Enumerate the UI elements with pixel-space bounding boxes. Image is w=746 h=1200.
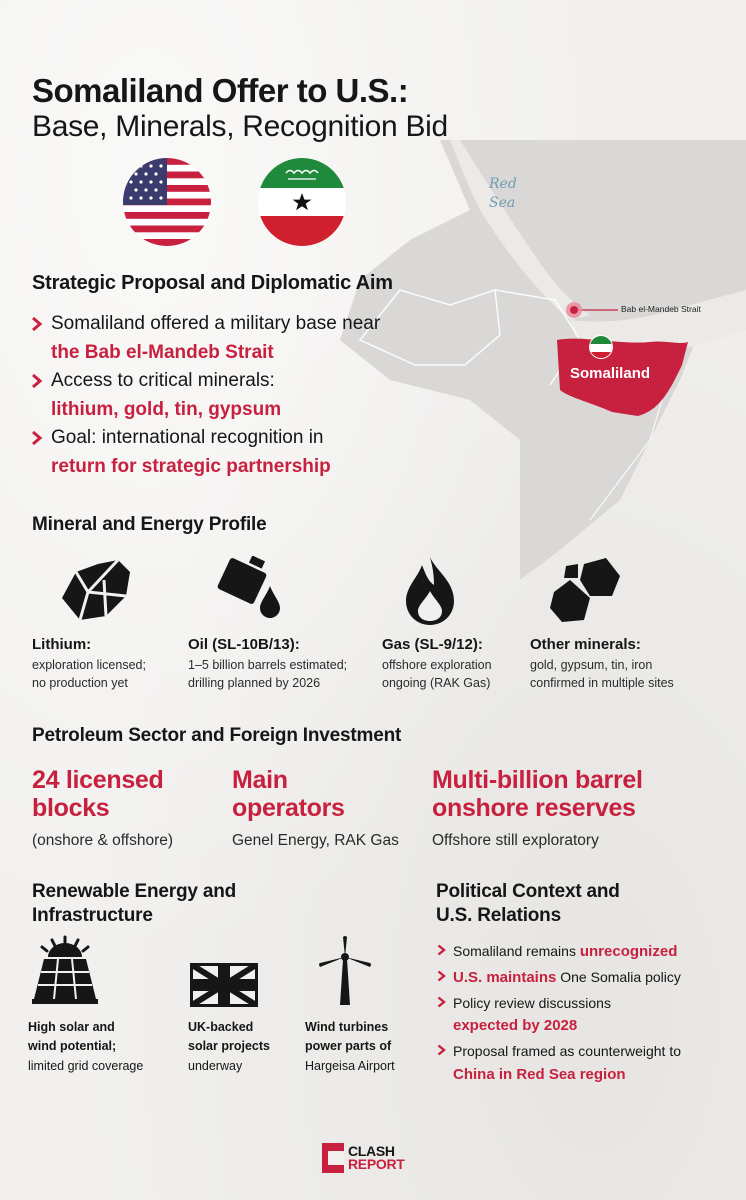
stat-line1: Multi-billion barrel	[432, 766, 643, 794]
bullet-highlight: lithium, gold, tin, gypsum	[51, 398, 282, 420]
political-item-1	[437, 940, 681, 964]
renewable-bold-line1: UK-backed	[188, 1020, 254, 1034]
horn-of-africa-map	[320, 140, 746, 580]
bullet-highlight: return for strategic partnership	[51, 455, 331, 477]
bullet-text: Somaliland offered a military base near	[51, 313, 381, 334]
chevron-right-icon	[437, 944, 446, 956]
political-item-3	[437, 992, 681, 1038]
political-red-text: expected by 2028	[453, 1017, 578, 1035]
solar-panel-icon	[30, 935, 100, 1007]
bullet-text: Access to critical minerals:	[51, 370, 275, 391]
chevron-right-icon	[437, 996, 446, 1008]
petroleum-stat-operators	[232, 767, 399, 850]
renewable-bold-line1: High solar and	[28, 1020, 115, 1034]
renewable-bold-line2: wind potential;	[28, 1039, 117, 1054]
mineral-label: Lithium:	[32, 636, 92, 653]
renewable-rest: underway	[188, 1058, 243, 1073]
mineral-desc-line1: offshore exploration	[382, 658, 492, 672]
oil-can-icon	[214, 556, 290, 626]
renewable-bold-line2: power parts of	[305, 1039, 392, 1054]
political-heading-line2: U.S. Relations	[436, 904, 561, 926]
mineral-desc-line1: 1–5 billion barrels estimated;	[188, 658, 348, 672]
strategic-bullet-3	[51, 427, 331, 479]
renewable-item-uk	[188, 1018, 270, 1076]
minerals-heading: Mineral and Energy Profile	[32, 514, 267, 535]
stat-line2: onshore reserves	[432, 793, 636, 822]
political-text: Proposal framed as counterweight to	[453, 1043, 682, 1060]
political-red-text: China in Red Sea region	[453, 1065, 626, 1083]
political-list	[437, 940, 681, 1087]
political-text: Somaliland remains	[453, 943, 580, 959]
minerals-rocks-icon	[548, 556, 624, 626]
clash-report-logo-text	[348, 1142, 405, 1172]
petroleum-stat-reserves	[432, 767, 643, 850]
mineral-desc	[382, 656, 492, 692]
mineral-desc-line1: exploration licensed;	[32, 658, 146, 672]
mineral-desc	[188, 656, 347, 692]
gas-flame-icon	[400, 555, 460, 627]
logo-line2: REPORT	[348, 1156, 405, 1172]
mineral-desc	[530, 656, 674, 692]
wind-turbine-icon	[316, 935, 374, 1007]
renewable-rest: Hargeisa Airport	[305, 1058, 395, 1073]
renewable-item-solar	[28, 1018, 143, 1076]
political-heading-line1: Political Context and	[436, 881, 620, 902]
sea-label	[489, 175, 517, 213]
mineral-label: Oil (SL-10B/13):	[188, 636, 300, 653]
usa-flag-icon	[123, 158, 211, 246]
mineral-desc-line1: gold, gypsum, tin, iron	[530, 658, 653, 672]
political-red-text: U.S. maintains	[453, 969, 557, 986]
mineral-desc-line2: confirmed in multiple sites	[530, 676, 674, 691]
stat-sub: (onshore & offshore)	[32, 832, 174, 849]
stat-sub: Genel Energy, RAK Gas	[232, 832, 399, 849]
renewable-heading-line1: Renewable Energy and	[32, 881, 237, 902]
bullet-highlight: the Bab el-Mandeb Strait	[51, 341, 274, 363]
stat-sub: Offshore still exploratory	[432, 832, 599, 849]
stat-line1: 24 licensed	[32, 766, 164, 794]
renewable-item-wind	[305, 1018, 395, 1076]
uk-flag-icon	[190, 963, 258, 1007]
mineral-desc-line2: drilling planned by 2026	[188, 676, 321, 691]
mineral-label: Other minerals:	[530, 636, 641, 653]
lithium-rock-icon	[58, 558, 134, 624]
sea-label-line1: Red	[489, 176, 517, 192]
petroleum-heading: Petroleum Sector and Foreign Investment	[32, 725, 402, 746]
mineral-desc-line2: no production yet	[32, 676, 128, 691]
stat-line2: operators	[232, 793, 345, 822]
political-heading	[436, 880, 620, 928]
chevron-right-icon	[31, 430, 43, 446]
page-subtitle: Base, Minerals, Recognition Bid	[32, 110, 448, 143]
mineral-desc	[32, 656, 146, 692]
strait-label: Bab el-Mandeb Strait	[621, 304, 701, 314]
mineral-item-oil	[188, 636, 347, 692]
bullet-text: Goal: international recognition in	[51, 427, 324, 448]
somaliland-map-flag-icon	[589, 335, 613, 359]
political-text: Policy review discussions	[453, 995, 611, 1011]
mineral-item-gas	[382, 636, 492, 692]
chevron-right-icon	[437, 970, 446, 982]
chevron-right-icon	[437, 1044, 446, 1056]
political-red-text: unrecognized	[579, 943, 678, 960]
sea-label-line2: Sea	[489, 194, 516, 211]
page-title: Somaliland Offer to U.S.:	[32, 72, 409, 109]
mineral-item-other	[530, 636, 674, 692]
clash-report-logo[interactable]	[322, 1143, 405, 1173]
mineral-item-lithium	[32, 636, 146, 692]
stat-line2: blocks	[32, 793, 110, 822]
renewable-rest: limited grid coverage	[28, 1058, 144, 1073]
renewable-heading	[32, 880, 236, 928]
political-item-4	[437, 1040, 681, 1086]
clash-report-logo-icon	[322, 1143, 344, 1173]
mineral-desc-line2: ongoing (RAK Gas)	[382, 676, 491, 691]
petroleum-stat-blocks	[32, 767, 173, 850]
political-text: One Somalia policy	[556, 969, 681, 985]
somaliland-map-label: Somaliland	[570, 365, 651, 382]
mineral-label: Gas (SL-9/12):	[382, 636, 483, 653]
chevron-right-icon	[31, 316, 43, 332]
chevron-right-icon	[31, 373, 43, 389]
strategic-bullet-1	[51, 313, 380, 365]
strategic-bullet-2	[51, 370, 281, 422]
political-item-2	[437, 966, 681, 990]
strategic-heading: Strategic Proposal and Diplomatic Aim	[32, 272, 393, 294]
somaliland-flag-icon	[258, 158, 346, 246]
renewable-bold-line1: Wind turbines	[305, 1020, 389, 1034]
renewable-heading-line2: Infrastructure	[32, 904, 153, 926]
renewable-bold-line2: solar projects	[188, 1039, 270, 1054]
stat-line1: Main	[232, 766, 288, 794]
logo-line1: CLASH	[348, 1142, 395, 1159]
